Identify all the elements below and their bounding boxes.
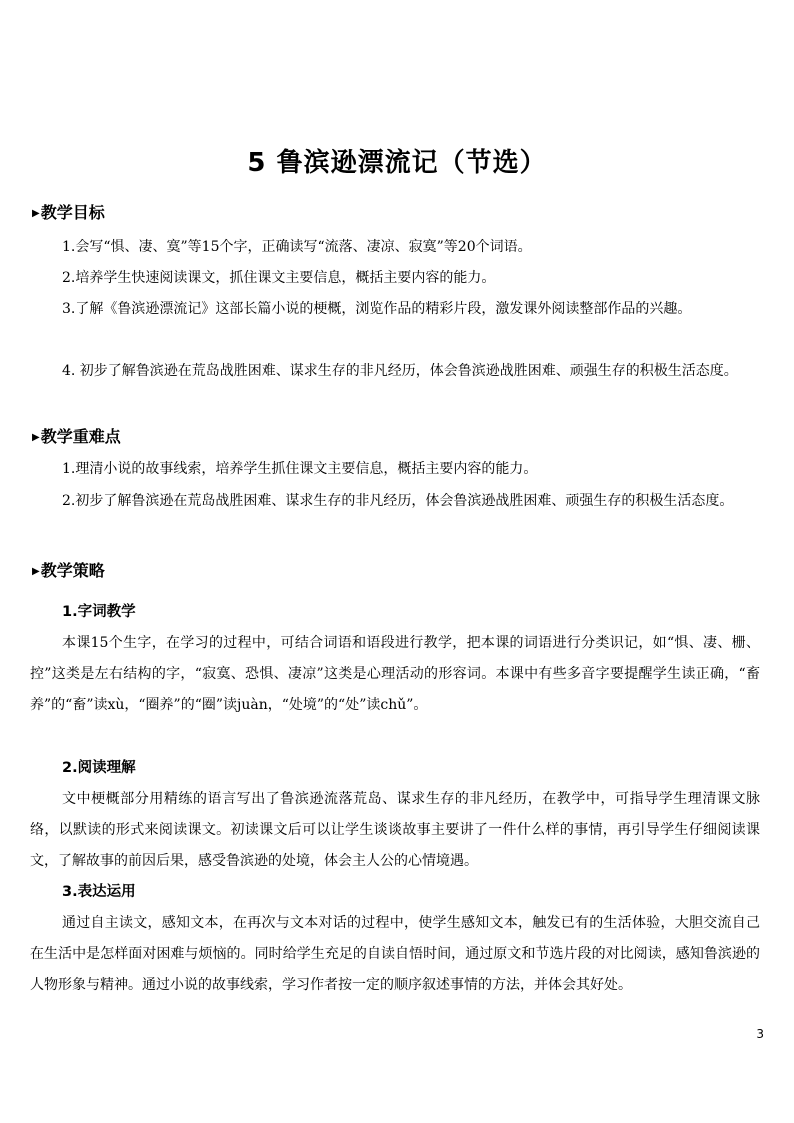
key-point-item: 1.理清小说的故事线索，培养学生抓住课文主要信息，概括主要内容的能力。 [62, 461, 538, 477]
goal-item: 2.培养学生快速阅读课文，抓住课文主要信息，概括主要内容的能力。 [62, 270, 496, 286]
strategy-subheading: 1.字词教学 [62, 604, 136, 620]
key-point-item: 2.初步了解鲁滨逊在荒岛战胜困难、谋求生存的非凡经历，体会鲁滨逊战胜困难、顽强生存的积极生活态度。 [62, 493, 734, 509]
goal-item: 1.会写“惧、凄、寞”等15个字，正确读写“流落、凄凉、寂寞”等20个词语。 [62, 239, 532, 255]
strategy-subheading: 2.阅读理解 [62, 760, 136, 776]
strategy-paragraph: 文中梗概部分用精练的语言写出了鲁滨逊流落荒岛、谋求生存的非凡经历，在教学中，可指导学生理清课文脉络，以默读的形式来阅读课文。初读课文后可以让学生谈谈故事主要讲了一件什么样的事情，再引导学生仔细阅读课文，了解故事的前因后果，感受鲁滨逊的处境，体会主人公的心情境遇。 [30, 791, 760, 869]
triangle-bullet-icon: ▶ [32, 566, 40, 577]
page-title: 5 鲁滨逊漂流记（节选） [247, 148, 547, 178]
strategy-paragraph: 本课15个生字，在学习的过程中，可结合词语和语段进行教学，把本课的词语进行分类识记，如“惧、凄、栅、控”这类是左右结构的字，“寂寞、恐惧、凄凉”这类是心理活动的形容词。本课中有些多音字要提醒学生读正确，“畜养”的“畜”读xù，“圈养”的“圈”读juàn，“处境”的“处”读chǔ”。 [30, 635, 760, 713]
section-heading-key-points: ▶教学重难点 [32, 427, 121, 446]
page-number: 3 [756, 1027, 764, 1041]
triangle-bullet-icon: ▶ [32, 432, 40, 443]
goal-item: 4. 初步了解鲁滨逊在荒岛战胜困难、谋求生存的非凡经历，体会鲁滨逊战胜困难、顽强生存的积极生活态度。 [62, 363, 738, 379]
goal-item: 3.了解《鲁滨逊漂流记》这部长篇小说的梗概，浏览作品的精彩片段，激发课外阅读整部作品的兴趣。 [62, 301, 692, 317]
strategy-paragraph: 通过自主读文，感知文本，在再次与文本对话的过程中，使学生感知文本，触发已有的生活体验，大胆交流自己在生活中是怎样面对困难与烦恼的。同时给学生充足的自读自悟时间，通过原文和节选片段的对比阅读，感知鲁滨逊的人物形象与精神。通过小说的故事线索，学习作者按一定的顺序叙述事情的方法，并体会其好处。 [30, 915, 760, 993]
triangle-bullet-icon: ▶ [32, 208, 40, 219]
section-heading-goals: ▶教学目标 [32, 203, 105, 222]
strategy-subheading: 3.表达运用 [62, 884, 136, 900]
section-heading-strategy: ▶教学策略 [32, 561, 105, 580]
